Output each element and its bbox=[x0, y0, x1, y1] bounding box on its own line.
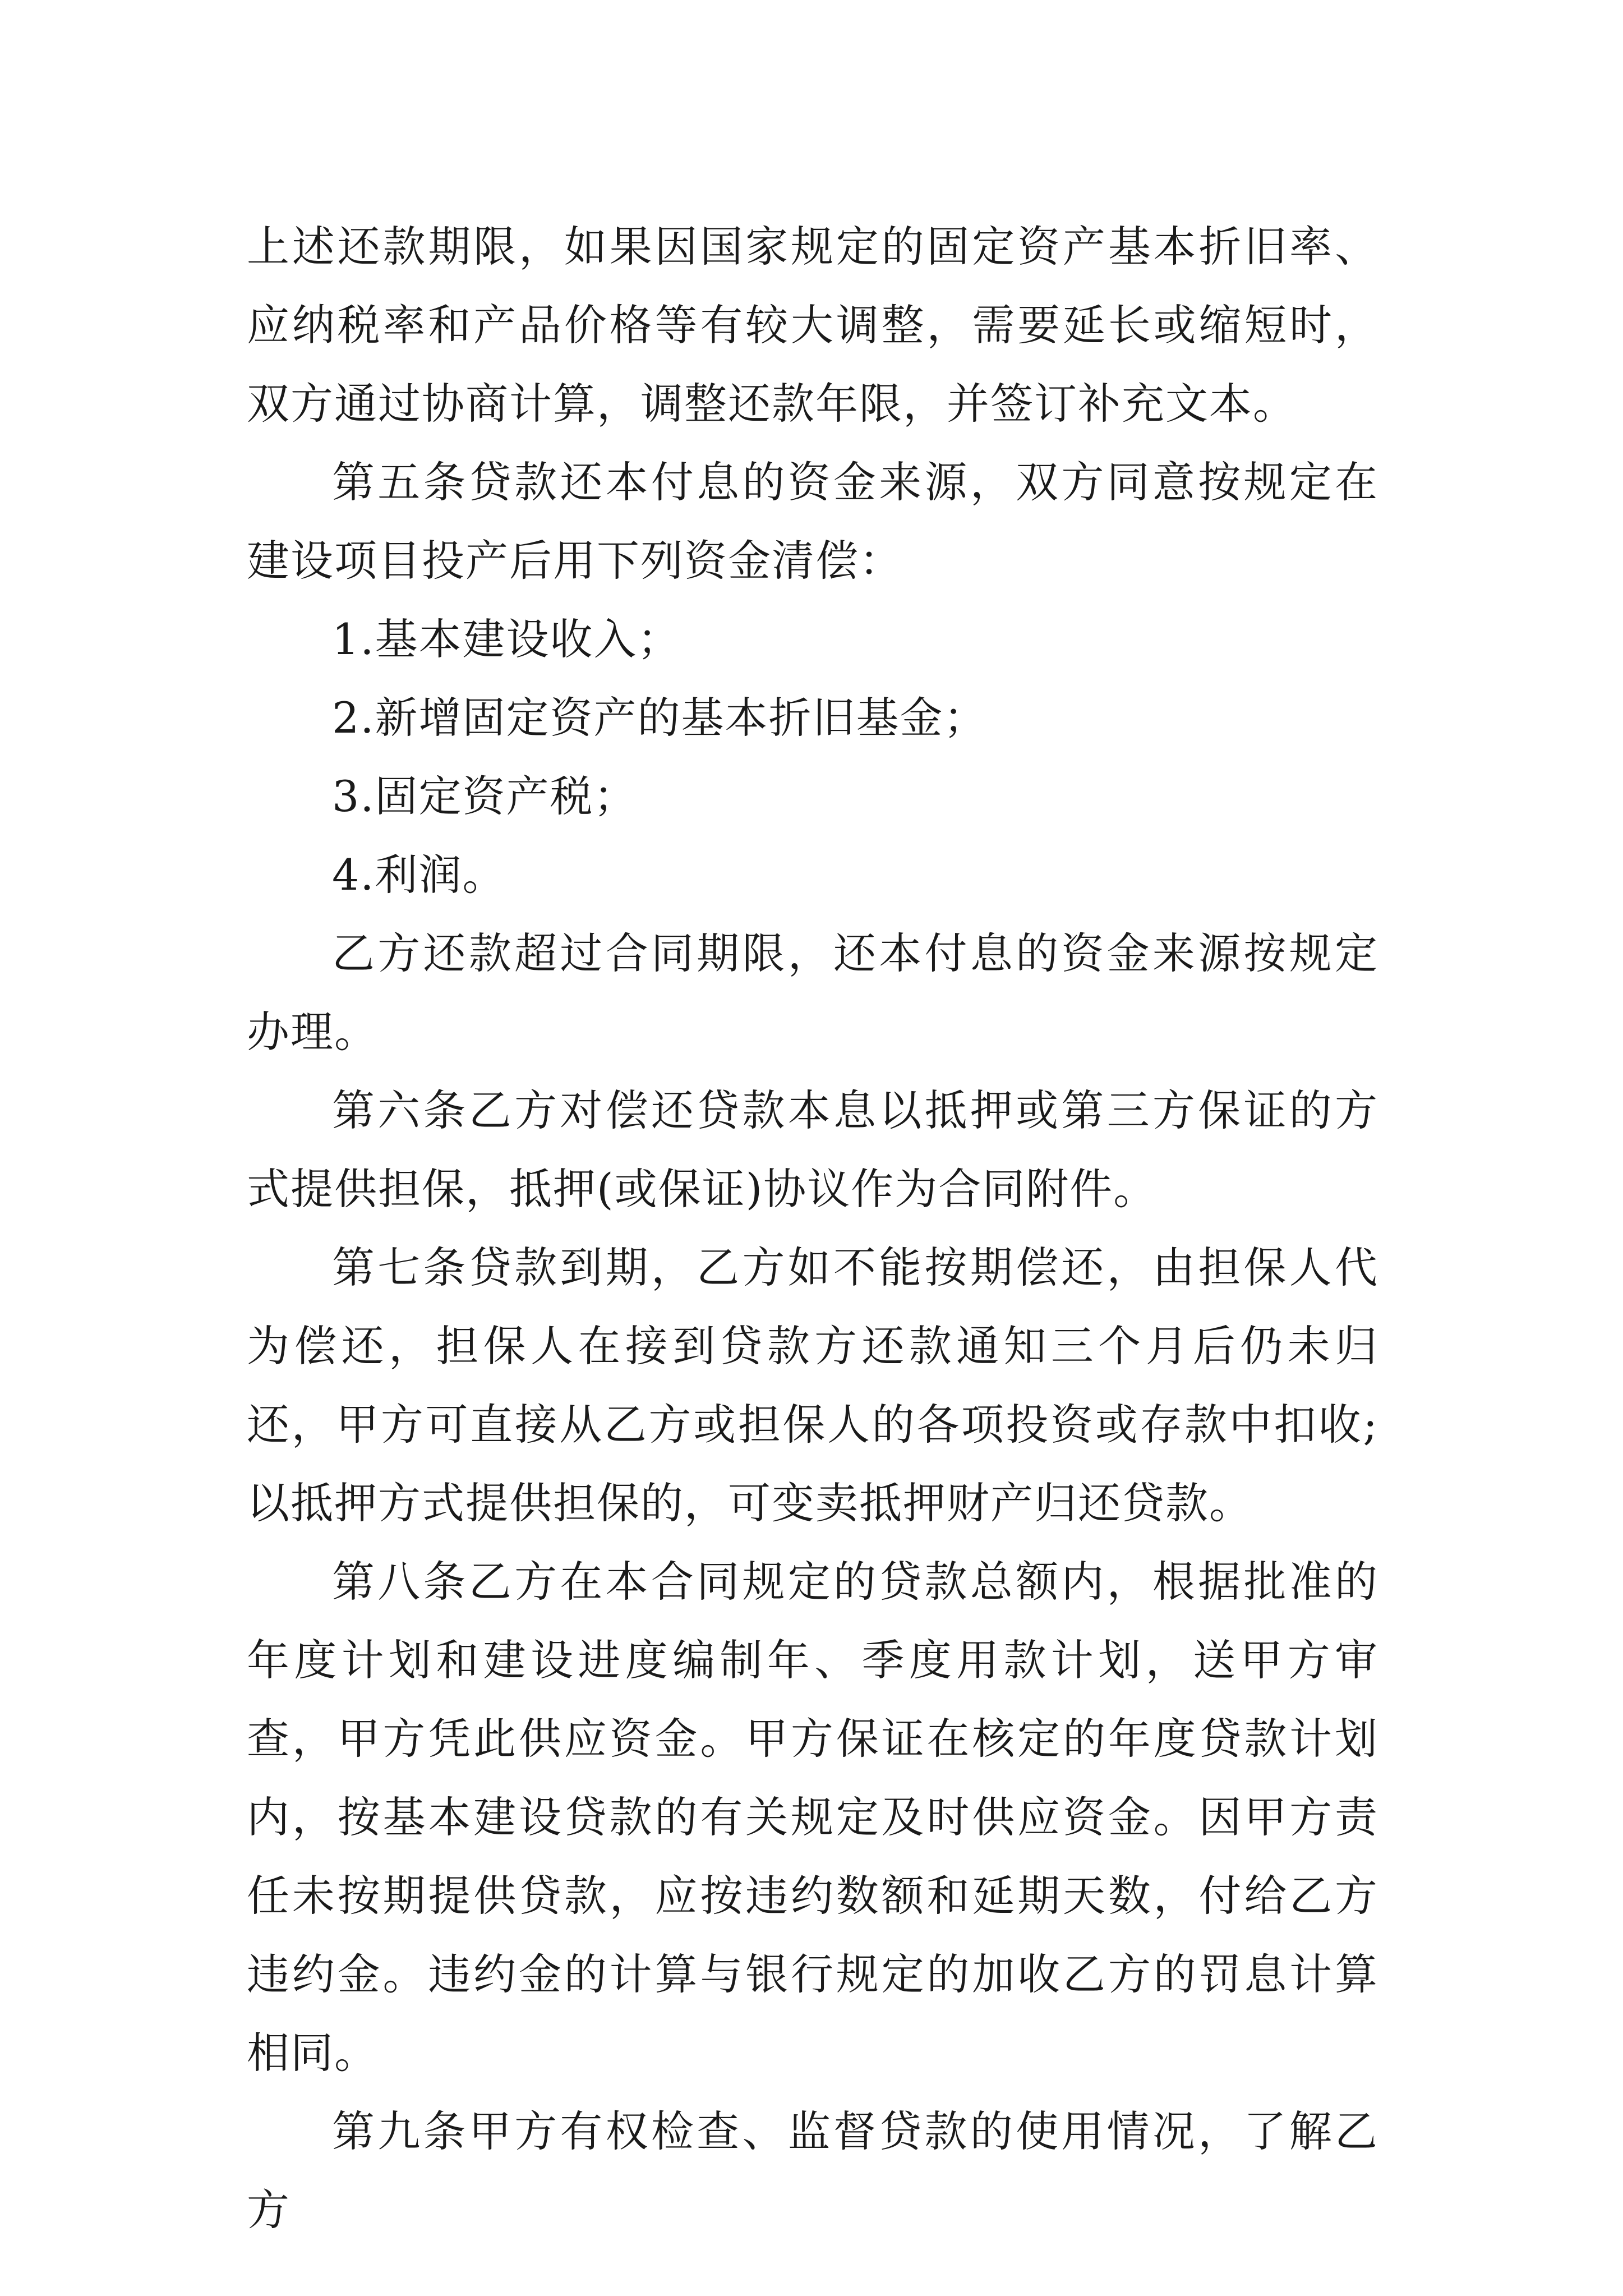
paragraph-article-9: 第九条甲方有权检查、监督贷款的使用情况，了解乙方 bbox=[247, 2106, 1378, 2235]
list-item-2: 2.新增固定资产的基本折旧基金； bbox=[332, 693, 988, 743]
paragraph-article-8: 第八条乙方在本合同规定的贷款总额内，根据批准的年度计划和建设进度编制年、季度用款计划，送甲方审查，甲方凭此供应资金。甲方保证在核定的年度贷款计划内，按基本建设贷款的有关规定及时供应资金。因甲方责任未按期提供贷款，应按违约数额和延期天数，付给乙方违约金。违约金的计算与银行规定的加收乙方的罚息计算相同。 bbox=[247, 1557, 1378, 2078]
paragraph-article-5: 第五条贷款还本付息的资金来源，双方同意按规定在建设项目投产后用下列资金清偿： bbox=[247, 457, 1378, 586]
list-item-3: 3.固定资产税； bbox=[332, 771, 638, 821]
paragraph-article-7: 第七条贷款到期，乙方如不能按期偿还，由担保人代为偿还，担保人在接到贷款方还款通知三个月后仍未归还，甲方可直接从乙方或担保人的各项投资或存款中扣收;以抵押方式提供担保的，可变卖抵押财产归还贷款。 bbox=[247, 1243, 1378, 1528]
list-item-1: 1.基本建设收入； bbox=[332, 614, 681, 664]
paragraph-overdue-repayment: 乙方还款超过合同期限，还本付息的资金来源按规定办理。 bbox=[247, 928, 1378, 1057]
paragraph-repayment-period: 上述还款期限，如果因国家规定的固定资产基本折旧率、应纳税率和产品价格等有较大调整，需要延长或缩短时，双方通过协商计算，调整还款年限，并签订补充文本。 bbox=[247, 222, 1378, 429]
document-body bbox=[247, 208, 1378, 2249]
list-item-4: 4.利润。 bbox=[332, 850, 506, 900]
paragraph-article-6: 第六条乙方对偿还贷款本息以抵押或第三方保证的方式提供担保，抵押(或保证)协议作为合同附件。 bbox=[247, 1085, 1378, 1214]
